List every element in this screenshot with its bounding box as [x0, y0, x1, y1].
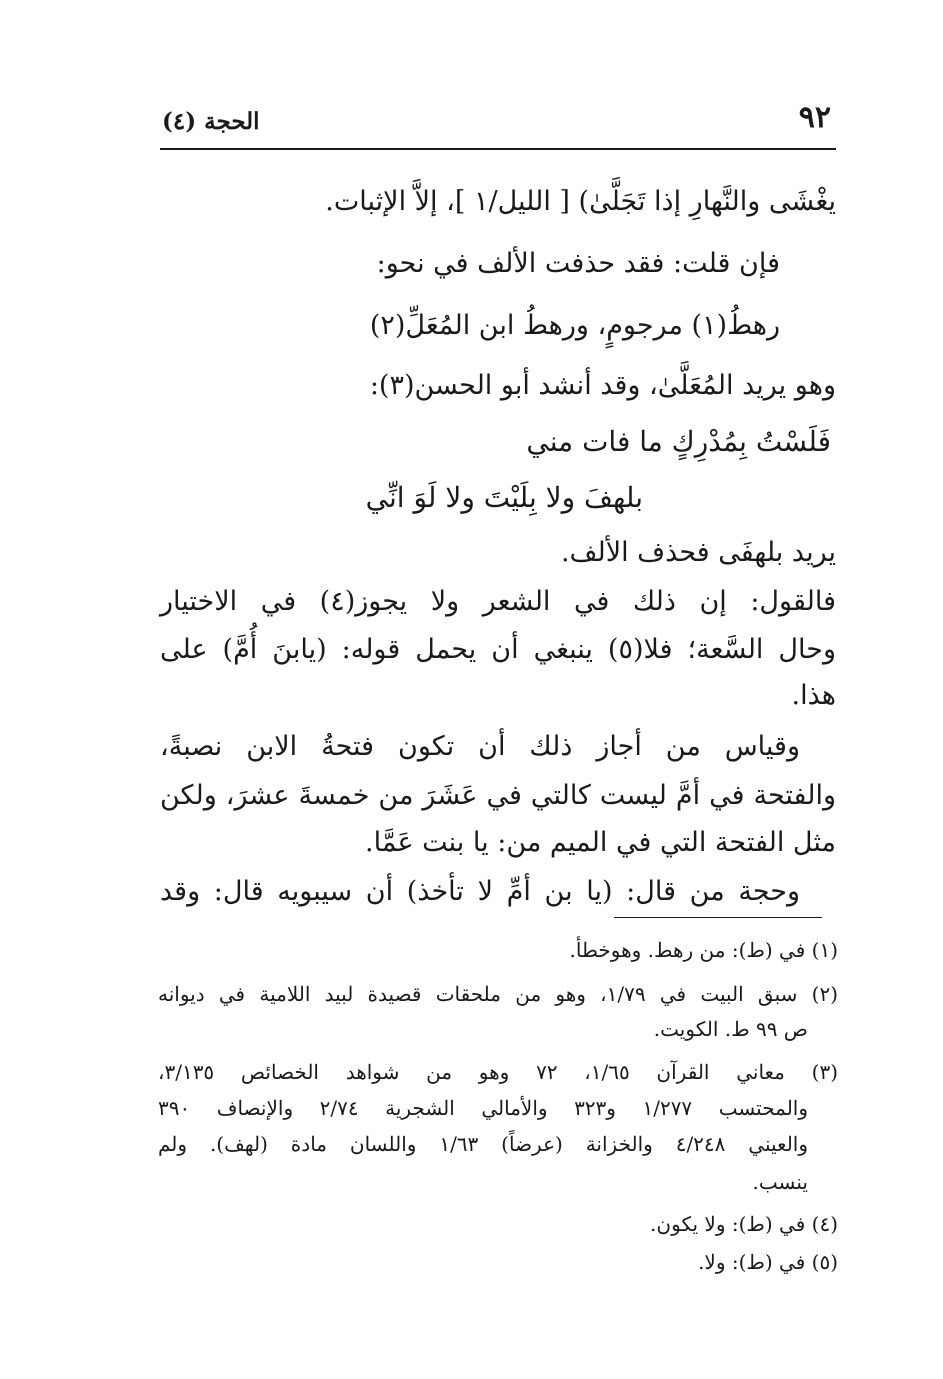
header-rule — [160, 148, 836, 150]
body-line-9: وقياس من أجاز ذلك أن تكون فتحةُ الابن نصبةً، — [160, 731, 800, 762]
footnote-2-continuation: ص ٩٩ ط. الكويت. — [653, 1017, 808, 1041]
body-line-5: يريد بلهفَى فحذف الألف. — [560, 537, 836, 568]
footnote-4: (٤) في (ط): ولا يكون. — [650, 1212, 838, 1236]
footnote-2: (٢) سبق البيت في ١/٧٩، وهو من ملحقات قصيدة لبيد اللامية في ديوانه — [158, 982, 838, 1006]
body-line-1: يغْشَى والنَّهارِ إذا تَجَلَّىٰ) [ الليل/١ ]، إلاَّ الإثبات. — [325, 186, 836, 217]
footnote-rule — [614, 917, 822, 918]
body-line-4: وهو يريد المُعَلَّىٰ، وقد أنشد أبو الحسن(٣): — [369, 370, 836, 401]
footnote-3-line-4: ينسب. — [752, 1170, 808, 1194]
body-line-10: والفتحة في أمَّ ليست كالتي في عَشَرَ من خمسةَ عشرَ، ولكن — [160, 780, 836, 811]
footnote-1: (١) في (ط): من رهط. وهوخطأ. — [569, 938, 838, 962]
verse-second-hemistich: بلهفَ ولا بِلَيْتَ ولا لَوَ انِّي — [365, 481, 643, 514]
page-number: ٩٢ — [798, 100, 831, 135]
verse-first-hemistich: فَلَسْتُ بِمُدْرِكٍ ما فات مني — [526, 425, 831, 458]
footnote-3-line-3: والعيني ٤/٢٤٨ والخزانة (عرضاً) ١/٦٣ واللسان مادة (لهف). ولم — [158, 1132, 809, 1156]
body-line-8: هذا. — [791, 680, 836, 711]
body-line-6: فالقول: إن ذلك في الشعر ولا يجوز(٤) في الاختيار — [160, 586, 837, 617]
footnote-5: (٥) في (ط): ولا. — [698, 1250, 838, 1274]
body-line-11: مثل الفتحة التي في الميم من: يا بنت عَمَّا. — [365, 827, 836, 858]
body-line-3: رهطُ(١) مرجومٍ، ورهطُ ابن المُعَلِّ(٢) — [369, 310, 780, 341]
footnote-3-line-2: والمحتسب ١/٢٧٧ و٣٢٣ والأمالي الشجرية ٢/٧٤ والإنصاف ٣٩٠ — [158, 1096, 808, 1120]
footnote-3: (٣) معاني القرآن ١/٦٥، ٧٢ وهو من شواهد الخصائص ٣/١٣٥، — [158, 1060, 838, 1084]
body-line-12: وحجة من قال: (يا بن أمِّ لا تأخذ) أن سيبويه قال: وقد — [160, 876, 800, 907]
body-line-7: وحال السَّعة؛ فلا(٥) ينبغي أن يحمل قوله: (يابنَ أُمَّ) على — [160, 634, 836, 665]
body-line-2: فإن قلت: فقد حذفت الألف في نحو: — [376, 248, 780, 279]
running-title: الحجة (٤) — [162, 108, 260, 135]
